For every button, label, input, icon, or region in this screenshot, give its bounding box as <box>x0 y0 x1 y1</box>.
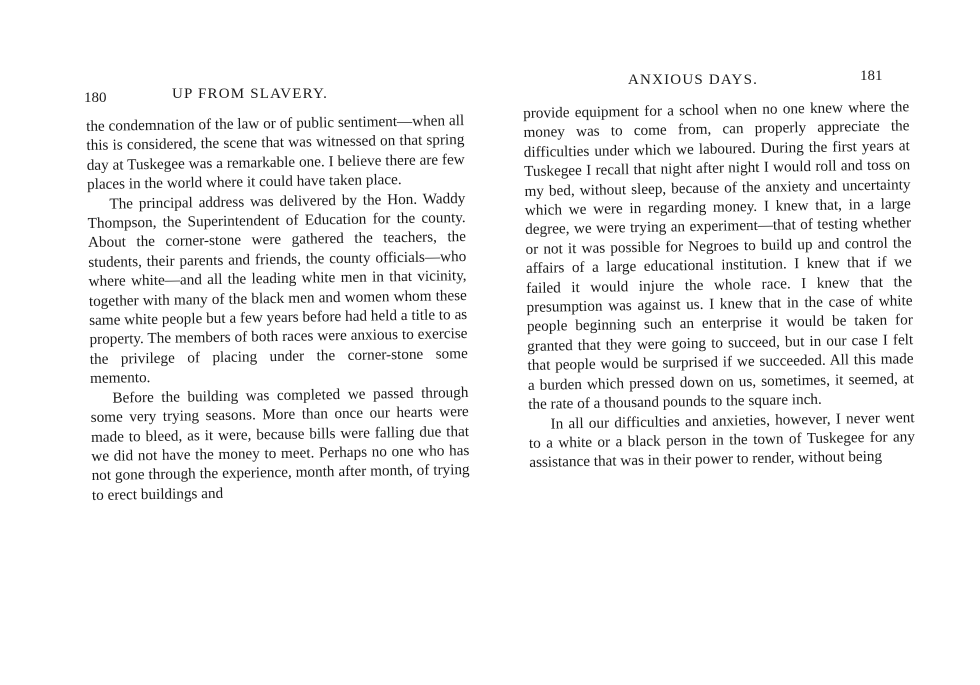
paragraph: the condemnation of the law or of public sentiment—when all this is considered, the scene that was witnessed on that spring day at Tuskegee was a remarkable one. I believe there are few places in the world where it could have taken place. <box>86 112 465 194</box>
paragraph: The principal address was delivered by the Hon. Waddy Thompson, the Superintendent of Education for the county. About the corner-stone were gathered the teachers, the students, their parents and friends, the county officials—who where white—and all the leading white men in that vicinity, together with many of the black men and women whom these same white people but a few years before had held a title to as property. The members of both races were anxious to exercise the privilege of placing under the corner-stone some memento. <box>87 189 468 388</box>
left-page-body <box>86 111 470 505</box>
paragraph: Before the building was completed we passed through some very trying seasons. More than once our hearts were made to bleed, as it were, because bills were falling due that we did not have the money to meet. Perhaps no one who has not gone through the experience, month after month, of trying to erect buildings and <box>90 383 470 504</box>
running-head-right: ANXIOUS DAYS. <box>628 72 759 88</box>
page-number-right: 181 <box>860 68 883 84</box>
page-number-left: 180 <box>84 90 107 106</box>
right-page <box>490 0 980 685</box>
running-head-left: UP FROM SLAVERY. <box>172 86 329 102</box>
right-page-body <box>523 97 915 472</box>
paragraph: In all our difficulties and anxieties, however, I never went to a white or a black person in the town of Tuskegee for any assistance that was in their power to render, without being <box>528 408 916 472</box>
paragraph: provide equipment for a school when no one knew where the money was to come from, can properly appreciate the difficulties under which we laboured. During the first years at Tuskegee I recall that night after night I would roll and toss on my bed, without sleep, because of the anxiety and uncertainty which we were in regarding money. I knew that, in a large degree, we were trying an experiment—that of testing whether or not it was possible for Negroes to build up and control the affairs of a large educational institution. I knew that if we failed it would injure the whole race. I knew that the presumption was against us. I knew that in the case of white people beginning such an enterprise it would be taken for granted that they were going to succeed, but in our case I felt that people would be surprised if we succeeded. All this made a burden which pressed down on us, sometimes, it seemed, at the rate of a thousand pounds to the square inch. <box>523 98 914 414</box>
